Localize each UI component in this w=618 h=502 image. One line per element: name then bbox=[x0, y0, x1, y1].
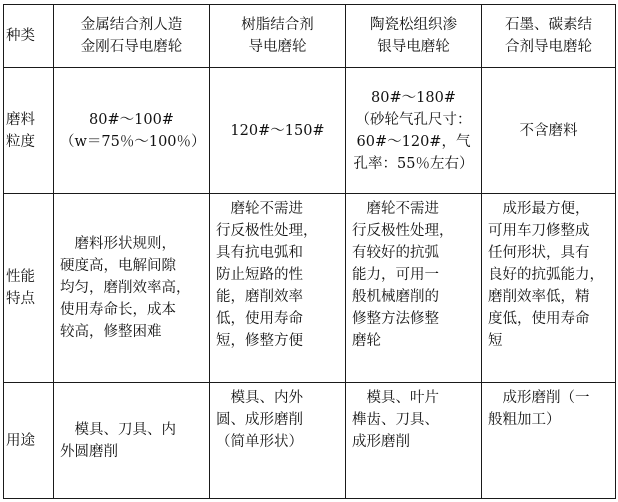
usage-resin-bond: 模具、内外 圆、成形磨削 （简单形状） bbox=[210, 383, 346, 499]
usage-graphite-carbon: 成形磨削（一 般粗加工） bbox=[482, 383, 616, 499]
column-header-ceramic-silver: 陶瓷松组织渗 银导电磨轮 bbox=[346, 5, 482, 68]
performance-graphite-carbon: 成形最方便， 可用车刀修整成 任何形状，具有 良好的抗弧能力， 磨削效率低，精 度低，使用寿命 短 bbox=[482, 194, 616, 383]
grain-size-graphite-carbon: 不含磨料 bbox=[482, 68, 616, 194]
grinding-wheel-comparison-table bbox=[3, 4, 616, 499]
document-table-wrapper bbox=[3, 4, 615, 498]
column-header-metal-bond: 金属结合剂人造 金刚石导电磨轮 bbox=[54, 5, 210, 68]
row-label-usage: 用途 bbox=[4, 383, 54, 499]
performance-metal-bond: 磨料形状规则， 硬度高，电解间隙 均匀，磨削效率高， 使用寿命长，成本 较高，修整困难 bbox=[54, 194, 210, 383]
column-header-graphite-carbon: 石墨、碳素结 合剂导电磨轮 bbox=[482, 5, 616, 68]
usage-metal-bond: 模具、刀具、内 外圆磨削 bbox=[54, 383, 210, 499]
performance-row bbox=[4, 194, 616, 383]
grain-size-resin-bond: 120#～150# bbox=[210, 68, 346, 194]
performance-resin-bond: 磨轮不需进 行反极性处理， 具有抗电弧和 防止短路的性 能，磨削效率 低，使用寿命 短，修整方便 bbox=[210, 194, 346, 383]
corner-header-cell: 种类 bbox=[4, 5, 54, 68]
usage-ceramic-silver: 模具、叶片 榫齿、刀具、 成形磨削 bbox=[346, 383, 482, 499]
row-label-performance: 性能 特点 bbox=[4, 194, 54, 383]
grain-size-ceramic-silver: 80#～180# （砂轮气孔尺寸： 60#～120#，气 孔率：55％左右） bbox=[346, 68, 482, 194]
grain-size-metal-bond: 80#～100# （w＝75％～100％） bbox=[54, 68, 210, 194]
usage-row bbox=[4, 383, 616, 499]
row-label-grain-size: 磨料 粒度 bbox=[4, 68, 54, 194]
grain-size-row bbox=[4, 68, 616, 194]
performance-ceramic-silver: 磨轮不需进 行反极性处理， 有较好的抗弧 能力，可用一 般机械磨削的 修整方法修整 磨轮 bbox=[346, 194, 482, 383]
column-header-resin-bond: 树脂结合剂 导电磨轮 bbox=[210, 5, 346, 68]
header-row bbox=[4, 5, 616, 68]
